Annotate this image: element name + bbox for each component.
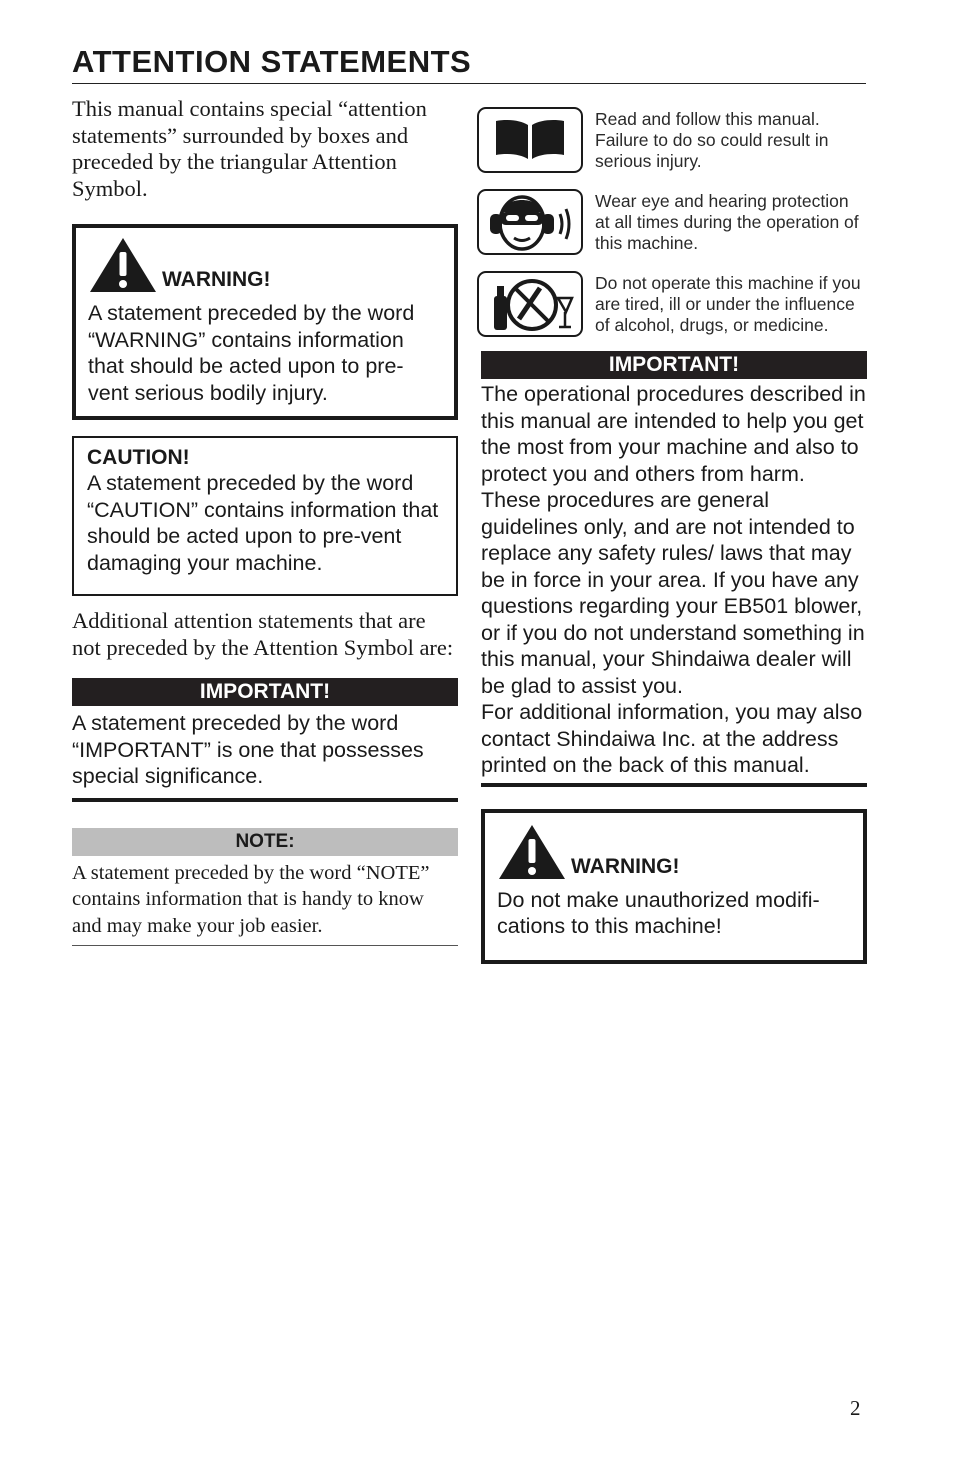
note-text: A statement preceded by the word “NOTE” contains information that is handy to know and may make your job easier. [72,861,430,937]
symbol-text-manual: Read and follow this manual. Failure to do so could result in serious injury. [595,109,829,171]
left-column [72,96,458,946]
symbol-text-no-alcohol: Do not operate this machine if you are tired, ill or under the influence of alcohol, drugs, or medicine. [595,273,861,335]
warning-label-right: WARNING! [571,854,680,878]
caution-text: A statement preceded by the word “CAUTION” contains information that should be acted upon to pre-vent damaging your machine. [87,471,439,575]
important-text-right: The operational procedures described in this manual are intended to help you get the most from your machine and also to protect you and others from harm. These procedures are general guidelines only, and are not intended to replace any safety rules/ laws that may be in force in your area. If you have any questions regarding your EB501 blower, or if you do not understand something in this manual, your Shindaiwa dealer will be glad to assist you. [481,382,866,698]
page-title: ATTENTION STATEMENTS [72,44,866,84]
warning-triangle-icon [88,236,158,294]
important-block-right [481,379,867,787]
caution-label: CAUTION! [87,446,190,469]
symbol-row-manual [481,107,867,173]
important-bar: IMPORTANT! [72,678,458,706]
warning-label: WARNING! [162,268,271,291]
caution-box [72,436,458,596]
additional-paragraph: Additional attention statements that are not preceded by the Attention Symbol are: [72,608,454,660]
important-text-right-2: For additional information, you may also contact Shindaiwa Inc. at the address printed on the back of this manual. [481,700,863,777]
page-number: 2 [850,1396,861,1420]
important-text: A statement preceded by the word “IMPORTANT” is one that possesses special significance. [72,711,424,788]
warning-header [88,236,442,294]
manual-book-icon [477,107,583,173]
intro-paragraph: This manual contains special “attention statements” surrounded by boxes and preceded by the triangular Attention Symbol. [72,96,427,201]
note-block [72,856,458,947]
symbol-text-protection: Wear eye and hearing protection at all times during the operation of this machine. [595,191,859,253]
symbol-row-no-alcohol [481,271,867,337]
warning-text: A statement preceded by the word “WARNING” contains information that should be acted upon to pre-vent serious bodily injury. [88,301,415,405]
warning-box [72,224,458,420]
right-column [481,107,867,964]
warning-triangle-icon [497,823,567,881]
warning-box-right [481,809,867,964]
symbol-row-protection [481,189,867,255]
important-bar-right: IMPORTANT! [481,351,867,379]
warning-header-right [497,823,851,881]
note-bar: NOTE: [72,828,458,856]
important-block [72,706,458,802]
warning-text-right: Do not make unauthorized modifi-cations to this machine! [497,887,820,938]
no-alcohol-drugs-icon [477,271,583,337]
eye-ear-protection-icon [477,189,583,255]
